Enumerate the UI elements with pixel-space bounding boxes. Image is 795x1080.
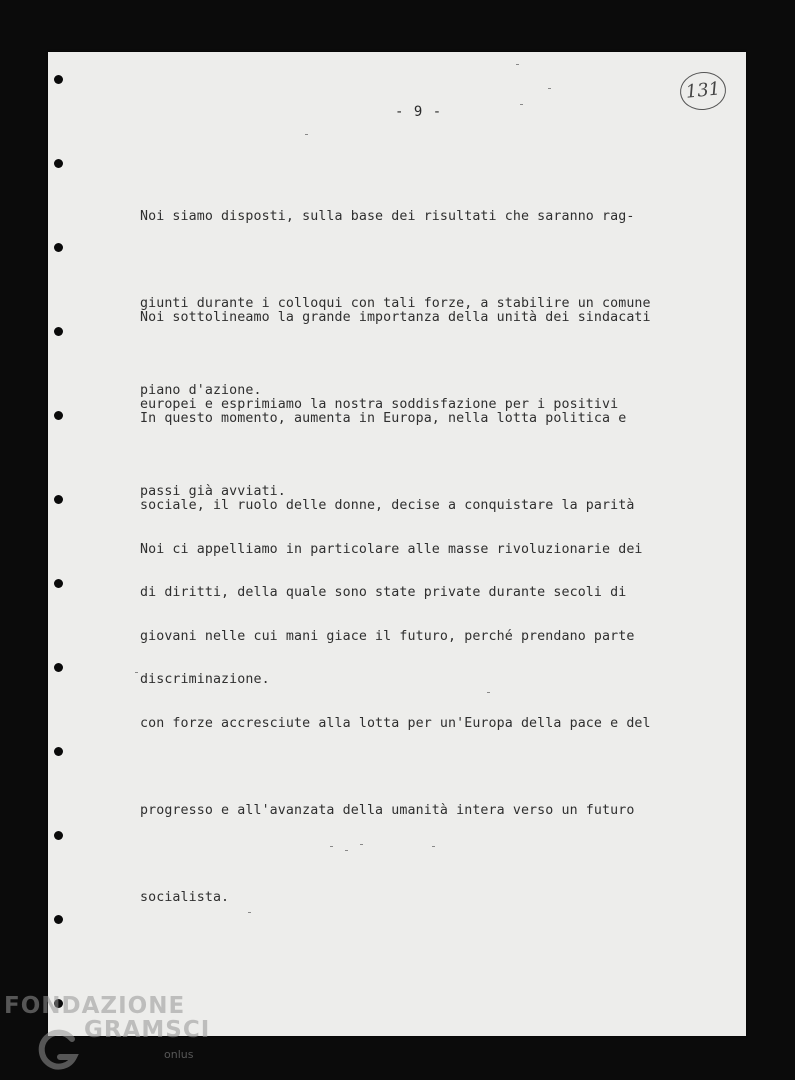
text-line: Noi ci appelliamo in particolare alle masse rivoluzionarie dei [140,542,643,557]
paragraph-4 [140,477,651,941]
archive-watermark [4,993,214,1080]
text-line: progresso e all'avanzata della umanità intera verso un futuro [140,803,635,818]
scan-speck [487,692,490,693]
text-line: di diritti, della quale sono state private durante secoli di [140,585,627,600]
scan-speck [305,134,308,135]
binder-hole [54,159,63,168]
text-line: sociale, il ruolo delle donne, decise a conquistare la parità [140,498,635,513]
text-line: socialista. [140,890,230,905]
scan-speck [432,846,435,847]
watermark-title: FONDAZIONE [4,993,186,1019]
binder-hole [54,327,63,336]
binder-hole [54,747,63,756]
watermark-tagline: onlus [164,1048,194,1061]
text-line: Noi sottolineamo la grande importanza della unità dei sindacati [140,310,651,325]
binder-hole [54,411,63,420]
binder-hole [54,579,63,588]
scan-speck [330,846,333,847]
binder-hole [54,75,63,84]
scan-speck [516,64,519,65]
text-line: con forze accresciute alla lotta per un'Europa della pace e del [140,716,651,731]
page-number: - 9 - [395,104,443,120]
text-line: europei e esprimiamo la nostra soddisfazione per i positivi [140,397,619,412]
archive-number-stamp: 131 [678,70,728,113]
foundation-logo-icon [36,1029,80,1073]
binder-hole [54,915,63,924]
text-line: piano d'azione. [140,383,262,398]
binder-hole [54,663,63,672]
scan-speck [520,104,523,105]
binder-hole [54,831,63,840]
scan-speck [248,912,251,913]
binder-hole [54,495,63,504]
text-line: passi già avviati. [140,484,286,499]
text-line: Noi siamo disposti, sulla base dei risultati che saranno rag- [140,209,635,224]
scan-speck [135,672,138,673]
scan-speck [360,844,363,845]
text-line: discriminazione. [140,672,270,687]
text-line: giovani nelle cui mani giace il futuro, perché prendano parte [140,629,635,644]
scan-speck [345,850,348,851]
text-line: In questo momento, aumenta in Europa, nella lotta politica e [140,411,627,426]
scan-speck [548,88,551,89]
text-line: giunti durante i colloqui con tali forze, a stabilire un comune [140,296,651,311]
binder-hole [54,243,63,252]
watermark-subtitle: GRAMSCI [84,1017,211,1043]
